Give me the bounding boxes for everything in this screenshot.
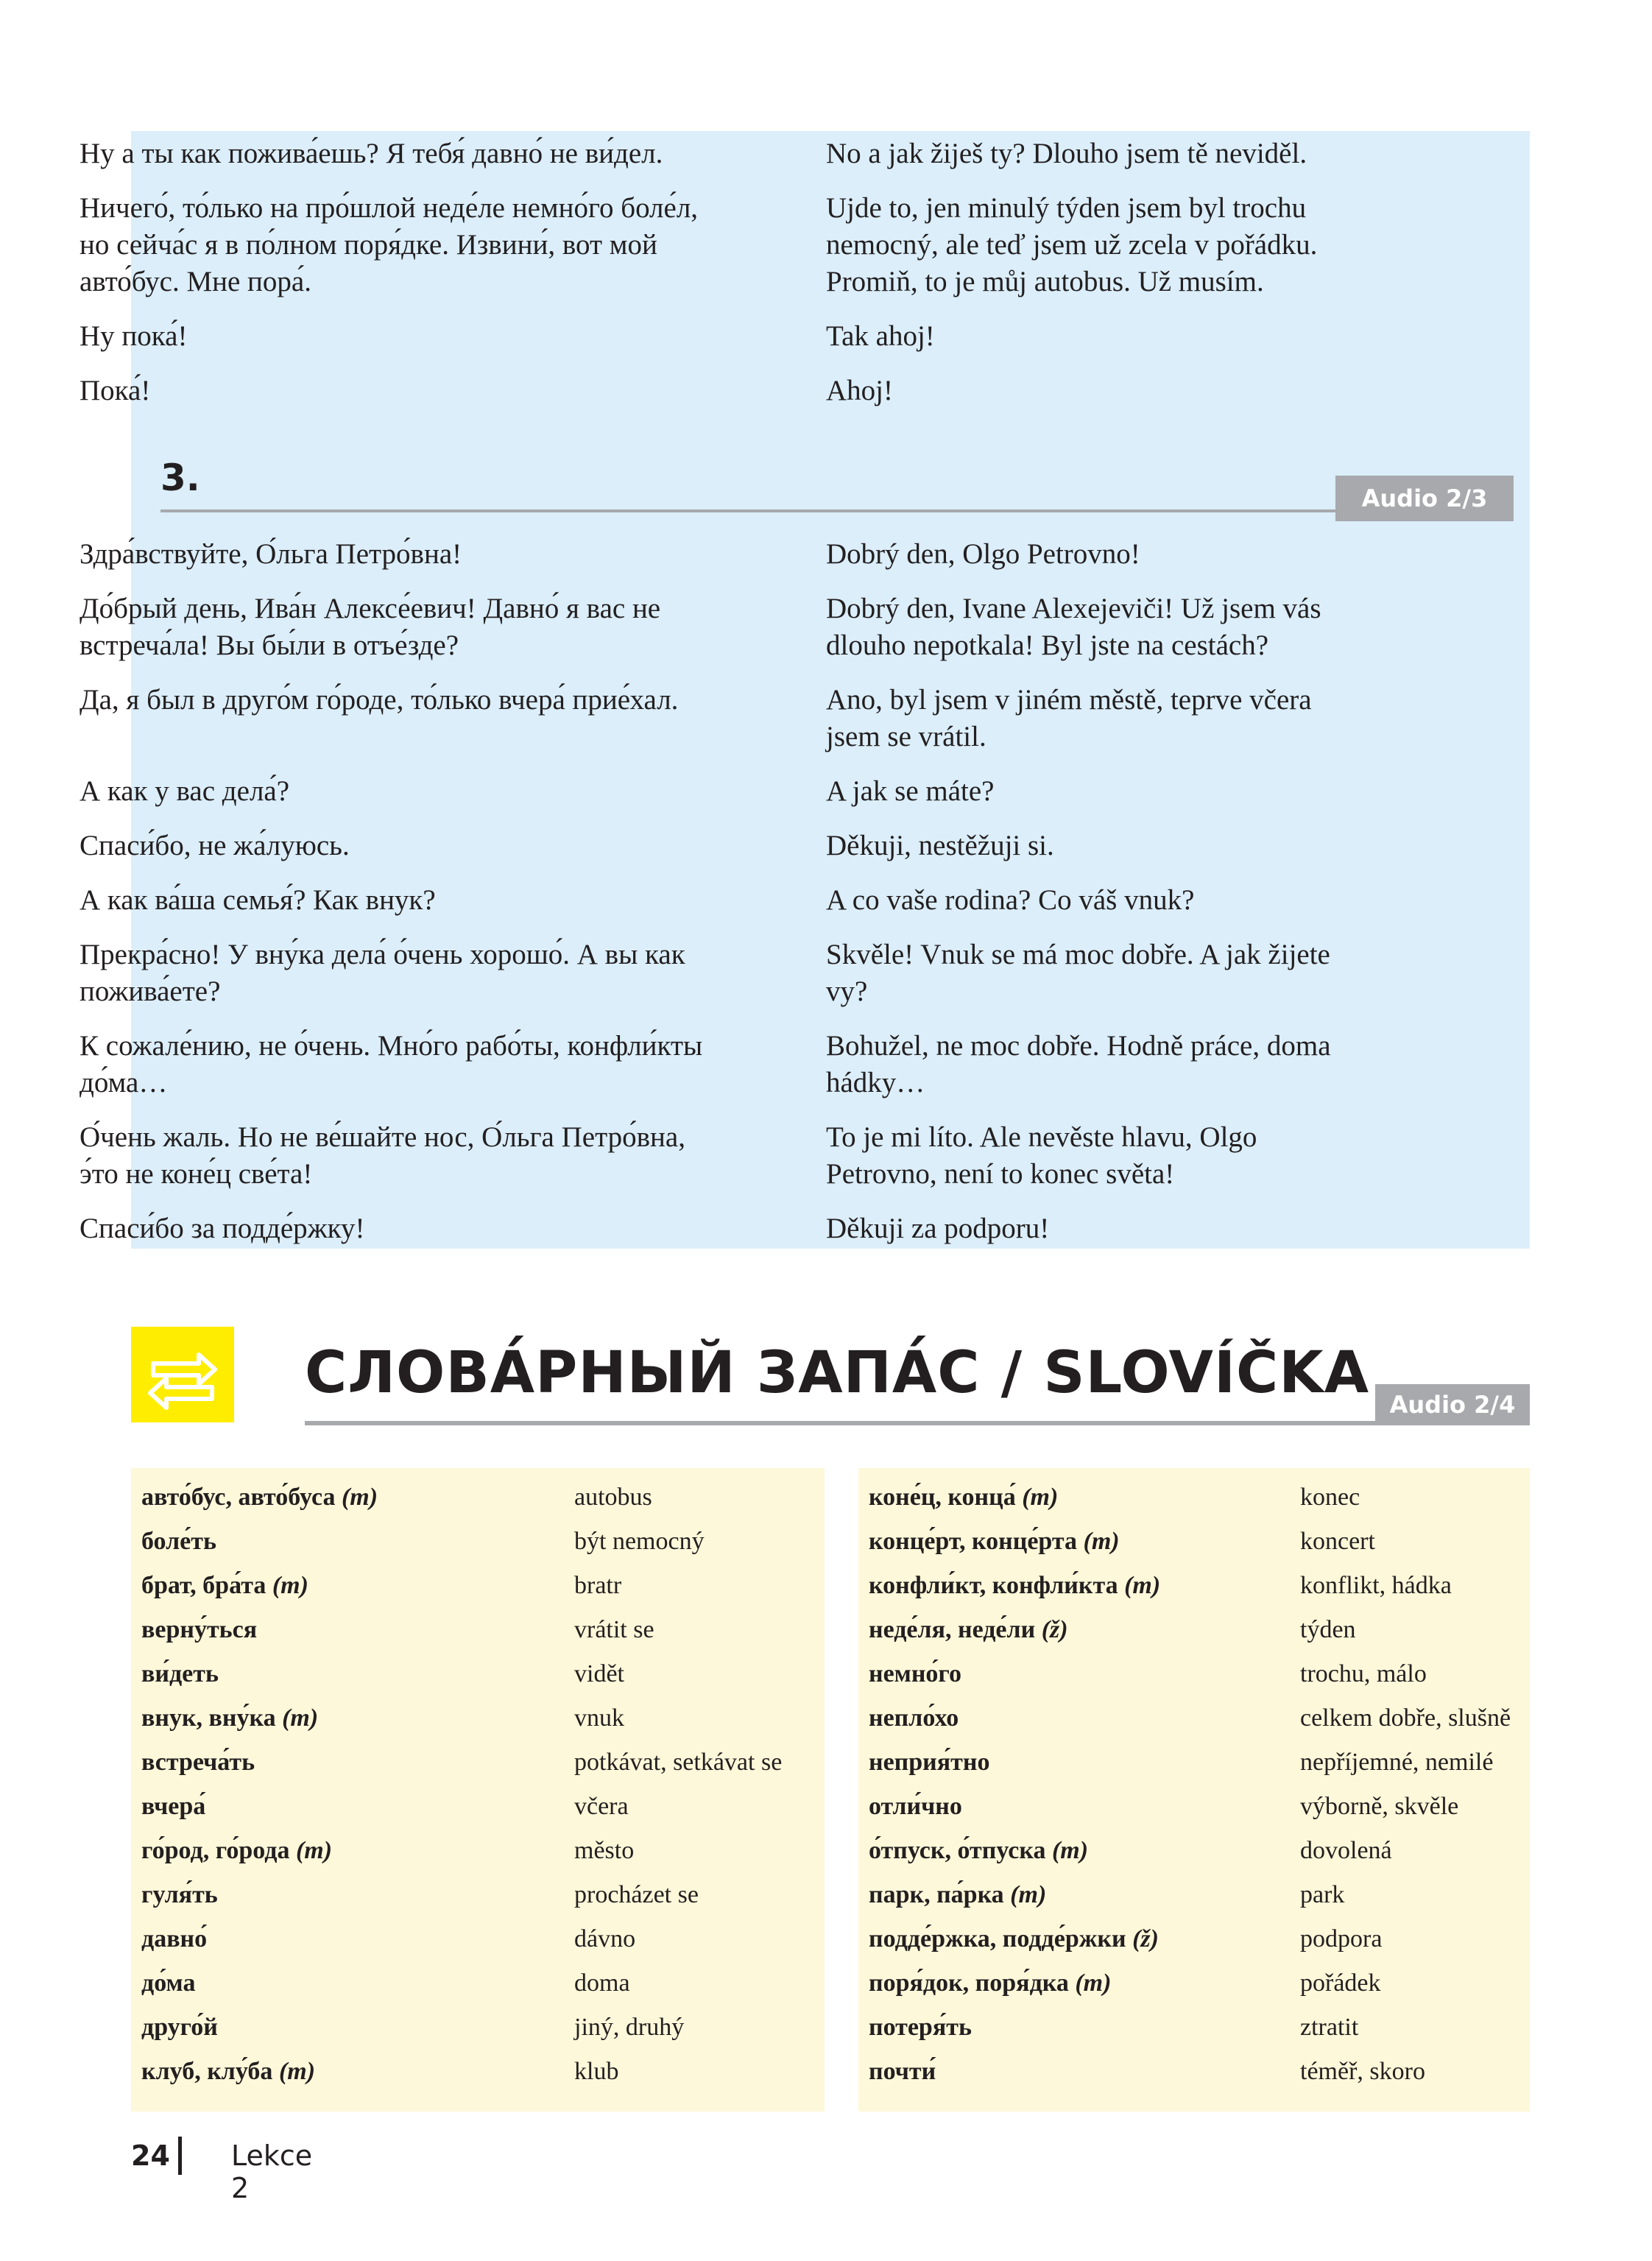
czech-text: Ujde to, jen minulý týden jsem byl trochu nemocný, ale teď jsem už zcela v pořádku. Promiň, to je můj autobus. Už musím. — [826, 192, 1318, 297]
section-rule — [160, 509, 1490, 512]
czech-text: Děkuji, nestěžuji si. — [826, 830, 1054, 861]
speaker-b-icon — [38, 545, 62, 568]
vocabulary-word — [869, 1702, 959, 1735]
czech-text: No a jak žiješ ty? Dlouho jsem tě neviděl. — [826, 138, 1307, 169]
word-text: боле́ть — [141, 1528, 216, 1555]
footer-divider — [178, 2137, 182, 2175]
vocabulary-word — [869, 1967, 1111, 2000]
vocabulary-word — [141, 1746, 255, 1779]
word-text: гуля́ть — [141, 1881, 218, 1908]
vocabulary-translation: trochu, málo — [1300, 1660, 1427, 1687]
page-number: 24 — [131, 2140, 170, 2172]
russian-text: Спаси́бо за подде́ржку! — [80, 1213, 365, 1244]
vocabulary-word — [869, 1746, 989, 1779]
gender-marker: (m) — [1051, 1837, 1089, 1864]
czech-text: Tak ahoj! — [826, 320, 935, 352]
russian-text: Прекра́сно! У вну́ка дела́ о́чень хорошо́. А вы как пожива́ете? — [80, 939, 685, 1007]
vocabulary-translation: dávno — [574, 1925, 636, 1953]
gender-marker: (m) — [278, 2058, 316, 2085]
word-text: брат, бра́та — [141, 1572, 266, 1599]
gender-marker: (m) — [1083, 1528, 1120, 1555]
vocabulary-translation: park — [1300, 1881, 1345, 1908]
czech-text: A jak se máte? — [826, 775, 995, 807]
vocabulary-word — [141, 1923, 207, 1955]
audio-badge-2-4[interactable]: Audio 2/4 — [1375, 1384, 1530, 1425]
vocabulary-word — [141, 2056, 315, 2088]
vocabulary-translation: včera — [574, 1793, 629, 1820]
russian-text: О́чень жаль. Но не ве́шайте нос, О́льга Петро́вна, э́то не коне́ц све́та! — [80, 1121, 685, 1190]
word-text: встреча́ть — [141, 1749, 255, 1776]
speaker-a-icon — [38, 782, 62, 805]
gender-marker: (ž) — [1041, 1616, 1068, 1643]
vocabulary-translation: podpora — [1300, 1925, 1383, 1953]
gender-marker: (m) — [295, 1837, 333, 1864]
czech-text: A co vaše rodina? Co váš vnuk? — [826, 884, 1195, 916]
vocabulary-word — [141, 1835, 332, 1867]
word-text: го́род, го́рода — [141, 1837, 290, 1864]
word-text: до́ма — [141, 1969, 196, 1997]
vocabulary-word — [869, 1525, 1120, 1558]
gender-marker: (m) — [341, 1484, 378, 1511]
word-text: верну́ться — [141, 1616, 258, 1643]
vocabulary-translation: vnuk — [574, 1704, 624, 1732]
word-text: поря́док, поря́дка — [869, 1969, 1069, 1997]
vocabulary-translation: bratr — [574, 1572, 622, 1599]
word-text: конфли́кт, конфли́кта — [869, 1572, 1118, 1599]
vocabulary-translation: procházet se — [574, 1881, 699, 1908]
vocabulary-translation: celkem dobře, slušně — [1300, 1704, 1511, 1732]
czech-text: Ano, byl jsem v jiném městě, teprve včera jsem se vrátil. — [826, 684, 1312, 752]
vocabulary-word — [141, 1614, 257, 1646]
vocabulary-translation: klub — [574, 2058, 619, 2085]
russian-text: Спаси́бо, не жа́луюсь. — [80, 830, 350, 861]
word-text: потеря́ть — [869, 2014, 972, 2041]
exchange-arrows-icon — [131, 1327, 234, 1422]
russian-text: Пока́! — [80, 375, 151, 406]
word-text: неде́ля, неде́ли — [869, 1616, 1036, 1643]
word-text: о́тпуск, о́тпуска — [869, 1837, 1046, 1864]
speaker-a-icon — [38, 599, 62, 623]
russian-text: Здра́вствуйте, О́льга Петро́вна! — [80, 538, 462, 570]
vocabulary-word — [869, 1835, 1088, 1867]
vocabulary-translation: výborně, skvěle — [1300, 1793, 1459, 1820]
section-number: 3. — [160, 456, 200, 499]
word-text: авто́бус, авто́буса — [141, 1484, 336, 1511]
vocabulary-translation: pořádek — [1300, 1969, 1381, 1997]
word-text: друго́й — [141, 2014, 218, 2041]
speaker-b-icon — [38, 691, 62, 714]
vocabulary-word — [141, 1570, 308, 1602]
vocabulary-word — [869, 1879, 1046, 1911]
vocabulary-title: СЛОВА́РНЫЙ ЗАПА́С / SLOVÍČKA — [305, 1340, 1370, 1406]
vocabulary-word — [141, 1658, 219, 1690]
word-text: немно́го — [869, 1660, 962, 1687]
gender-marker: (m) — [272, 1572, 308, 1599]
vocabulary-word — [869, 1923, 1159, 1955]
speaker-a-icon — [38, 327, 62, 350]
audio-badge-2-3[interactable]: Audio 2/3 — [1335, 476, 1514, 521]
vocabulary-word — [869, 1791, 962, 1823]
vocabulary-word — [141, 1525, 216, 1558]
gender-marker: (m) — [282, 1704, 319, 1732]
czech-text: Děkuji za podporu! — [826, 1213, 1050, 1244]
speaker-a-icon — [38, 891, 62, 914]
lesson-label: Lekce 2 — [231, 2140, 313, 2204]
gender-marker: (m) — [1022, 1484, 1059, 1511]
vocabulary-word — [869, 2011, 972, 2044]
word-text: внук, вну́ка — [141, 1704, 276, 1732]
vocabulary-word — [141, 1879, 218, 1911]
vocabulary-translation: dovolená — [1300, 1837, 1392, 1864]
russian-text: Ничего́, то́лько на про́шлой неде́ле немно́го боле́л, но сейча́с я в по́лном поря́дке. Извини́, вот мой авто́бус. Мне пора́. — [80, 192, 699, 297]
russian-text: Ну пока́! — [80, 320, 188, 352]
vocabulary-translation: autobus — [574, 1484, 652, 1511]
speaker-b-icon — [38, 381, 62, 405]
word-text: ви́деть — [141, 1660, 219, 1687]
word-text: коне́ц, конца́ — [869, 1484, 1016, 1511]
czech-text: Dobrý den, Ivane Alexejeviči! Už jsem vás dlouho nepotkala! Byl jste na cestách? — [826, 593, 1321, 661]
word-text: непло́хо — [869, 1704, 959, 1732]
vocabulary-word — [141, 1967, 195, 2000]
vocabulary-translation: konec — [1300, 1484, 1360, 1511]
vocabulary-table-right — [858, 1468, 1530, 2112]
speaker-b-icon — [38, 1128, 62, 1151]
word-text: вчера́ — [141, 1793, 206, 1820]
speaker-b-icon — [38, 836, 62, 860]
gender-marker: (m) — [1124, 1572, 1161, 1599]
vocabulary-translation: doma — [574, 1969, 630, 1997]
vocabulary-word — [141, 2011, 218, 2044]
vocabulary-translation: téměř, skoro — [1300, 2058, 1425, 2085]
word-text: неприя́тно — [869, 1749, 990, 1776]
czech-text: To je mi líto. Ale nevěste hlavu, Olgo Petrovno, není to konec světa! — [826, 1121, 1257, 1190]
speaker-b-icon — [38, 199, 62, 222]
vocabulary-translation: týden — [1300, 1616, 1356, 1643]
russian-text: Да, я был в друго́м го́роде, то́лько вчера́ прие́хал. — [80, 684, 679, 716]
vocabulary-translation: být nemocný — [574, 1528, 705, 1555]
word-text: давно́ — [141, 1925, 208, 1953]
czech-text: Bohužel, ne moc dobře. Hodně práce, doma hádky… — [826, 1030, 1331, 1098]
russian-text: А как ва́ша семья́? Как внук? — [80, 884, 436, 916]
gender-marker: (m) — [1010, 1881, 1047, 1908]
vocabulary-translation: vrátit se — [574, 1616, 654, 1643]
russian-text: К сожале́нию, не о́чень. Мно́го рабо́ты, конфли́кты до́ма… — [80, 1030, 703, 1098]
vocabulary-word — [141, 1481, 378, 1514]
russian-text: Ну а ты как пожива́ешь? Я тебя́ давно́ не ви́дел. — [80, 138, 663, 169]
word-text: подде́ржка, подде́ржки — [869, 1925, 1126, 1953]
vocabulary-translation: vidět — [574, 1660, 624, 1687]
vocabulary-translation: ztratit — [1300, 2014, 1359, 2041]
speaker-a-icon — [38, 144, 62, 168]
vocabulary-translation: konflikt, hádka — [1300, 1572, 1452, 1599]
word-text: клуб, клу́ба — [141, 2058, 273, 2085]
russian-text: А как у вас дела́? — [80, 775, 290, 807]
vocabulary-translation: jiný, druhý — [574, 2014, 685, 2041]
russian-text: До́брый день, Ива́н Алексе́евич! Давно́ я вас не встреча́ла! Вы бы́ли в отъе́зде? — [80, 593, 661, 661]
gender-marker: (ž) — [1132, 1925, 1159, 1953]
vocabulary-word — [141, 1791, 205, 1823]
czech-text: Dobrý den, Olgo Petrovno! — [826, 538, 1140, 570]
speaker-b-icon — [38, 945, 62, 969]
czech-text: Skvěle! Vnuk se má moc dobře. A jak žijete vy? — [826, 939, 1330, 1007]
speaker-a-icon — [38, 1037, 62, 1060]
word-text: конце́рт, конце́рта — [869, 1528, 1078, 1555]
vocabulary-translation: nepříjemné, nemilé — [1300, 1749, 1494, 1776]
word-text: отли́чно — [869, 1793, 962, 1820]
word-text: парк, па́рка — [869, 1881, 1004, 1908]
vocabulary-word — [141, 1702, 318, 1735]
czech-text: Ahoj! — [826, 375, 893, 406]
vocabulary-table-left — [131, 1468, 825, 2112]
word-text: почти́ — [869, 2058, 936, 2085]
vocabulary-translation: potkávat, setkávat se — [574, 1749, 783, 1776]
vocabulary-rule — [305, 1421, 1530, 1425]
vocabulary-word — [869, 2056, 936, 2088]
vocabulary-word — [869, 1658, 961, 1690]
vocabulary-word — [869, 1570, 1160, 1602]
speaker-a-icon — [38, 1219, 62, 1243]
vocabulary-word — [869, 1481, 1058, 1514]
vocabulary-translation: koncert — [1300, 1528, 1375, 1555]
gender-marker: (m) — [1075, 1969, 1112, 1997]
vocabulary-translation: město — [574, 1837, 635, 1864]
vocabulary-word — [869, 1614, 1068, 1646]
